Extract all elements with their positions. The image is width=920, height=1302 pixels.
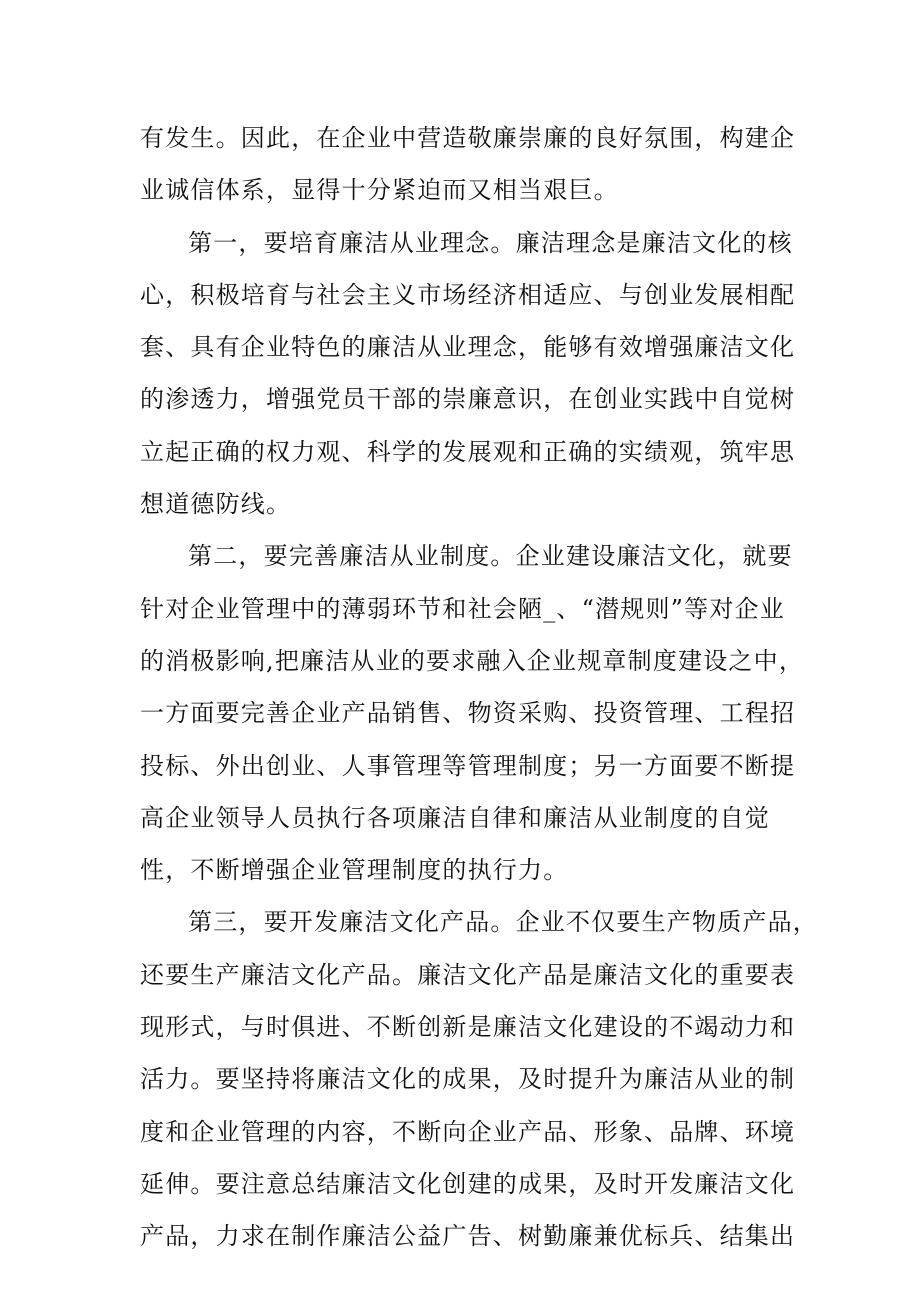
- text-line: 心，积极培育与社会主义市场经济相适应、与创业发展相配: [140, 280, 796, 309]
- text-line: 套、具有企业特色的廉洁从业理念，能够有效增强廉洁文化: [140, 333, 796, 362]
- text-line: 的渗透力，增强党员干部的崇廉意识，在创业实践中自觉树: [140, 385, 796, 414]
- text-line: 延伸。要注意总结廉洁文化创建的成果，及时开发廉洁文化: [140, 1169, 796, 1198]
- text-line: 性，不断增强企业管理制度的执行力。: [140, 856, 569, 885]
- text-line: 立起正确的权力观、科学的发展观和正确的实绩观，筑牢思: [140, 437, 796, 466]
- text-line: 现形式，与时俱进、不断创新是廉洁文化建设的不竭动力和: [140, 1013, 796, 1042]
- text-line: 有发生。因此，在企业中营造敬廉崇廉的良好氛围，构建企: [140, 124, 796, 152]
- text-line: 还要生产廉洁文化产品。廉洁文化产品是廉洁文化的重要表: [140, 960, 796, 989]
- text-line: 投标、外出创业、人事管理等管理制度；另一方面要不断提: [140, 751, 796, 780]
- text-line: 的消极影响,把廉洁从业的要求融入企业规章制度建设之中，: [140, 646, 805, 675]
- text-line: 度和企业管理的内容，不断向企业产品、形象、品牌、环境: [140, 1117, 796, 1146]
- text-line: 一方面要完善企业产品销售、物资采购、投资管理、工程招: [140, 699, 796, 728]
- body-text: [140, 112, 818, 1263]
- paragraph-start-line: 第一，要培育廉洁从业理念。廉洁理念是廉洁文化的核: [188, 228, 793, 257]
- text-line: 针对企业管理中的薄弱环节和社会陋_、“潜规则”等对企业: [140, 594, 785, 623]
- text-line: 产品，力求在制作廉洁公益广告、树勤廉兼优标兵、结集出: [140, 1222, 796, 1251]
- text-line: 活力。要坚持将廉洁文化的成果，及时提升为廉洁从业的制: [140, 1065, 796, 1094]
- text-line: 业诚信体系，显得十分紧迫而又相当艰巨。: [140, 176, 619, 205]
- text-line: 高企业领导人员执行各项廉洁自律和廉洁从业制度的自觉: [140, 803, 770, 832]
- text-line: 想道德防线。: [140, 490, 292, 519]
- paragraph-start-line: 第三，要开发廉洁文化产品。企业不仅要生产物质产品，: [188, 908, 818, 937]
- paragraph-start-line: 第二，要完善廉洁从业制度。企业建设廉洁文化，就要: [188, 542, 793, 571]
